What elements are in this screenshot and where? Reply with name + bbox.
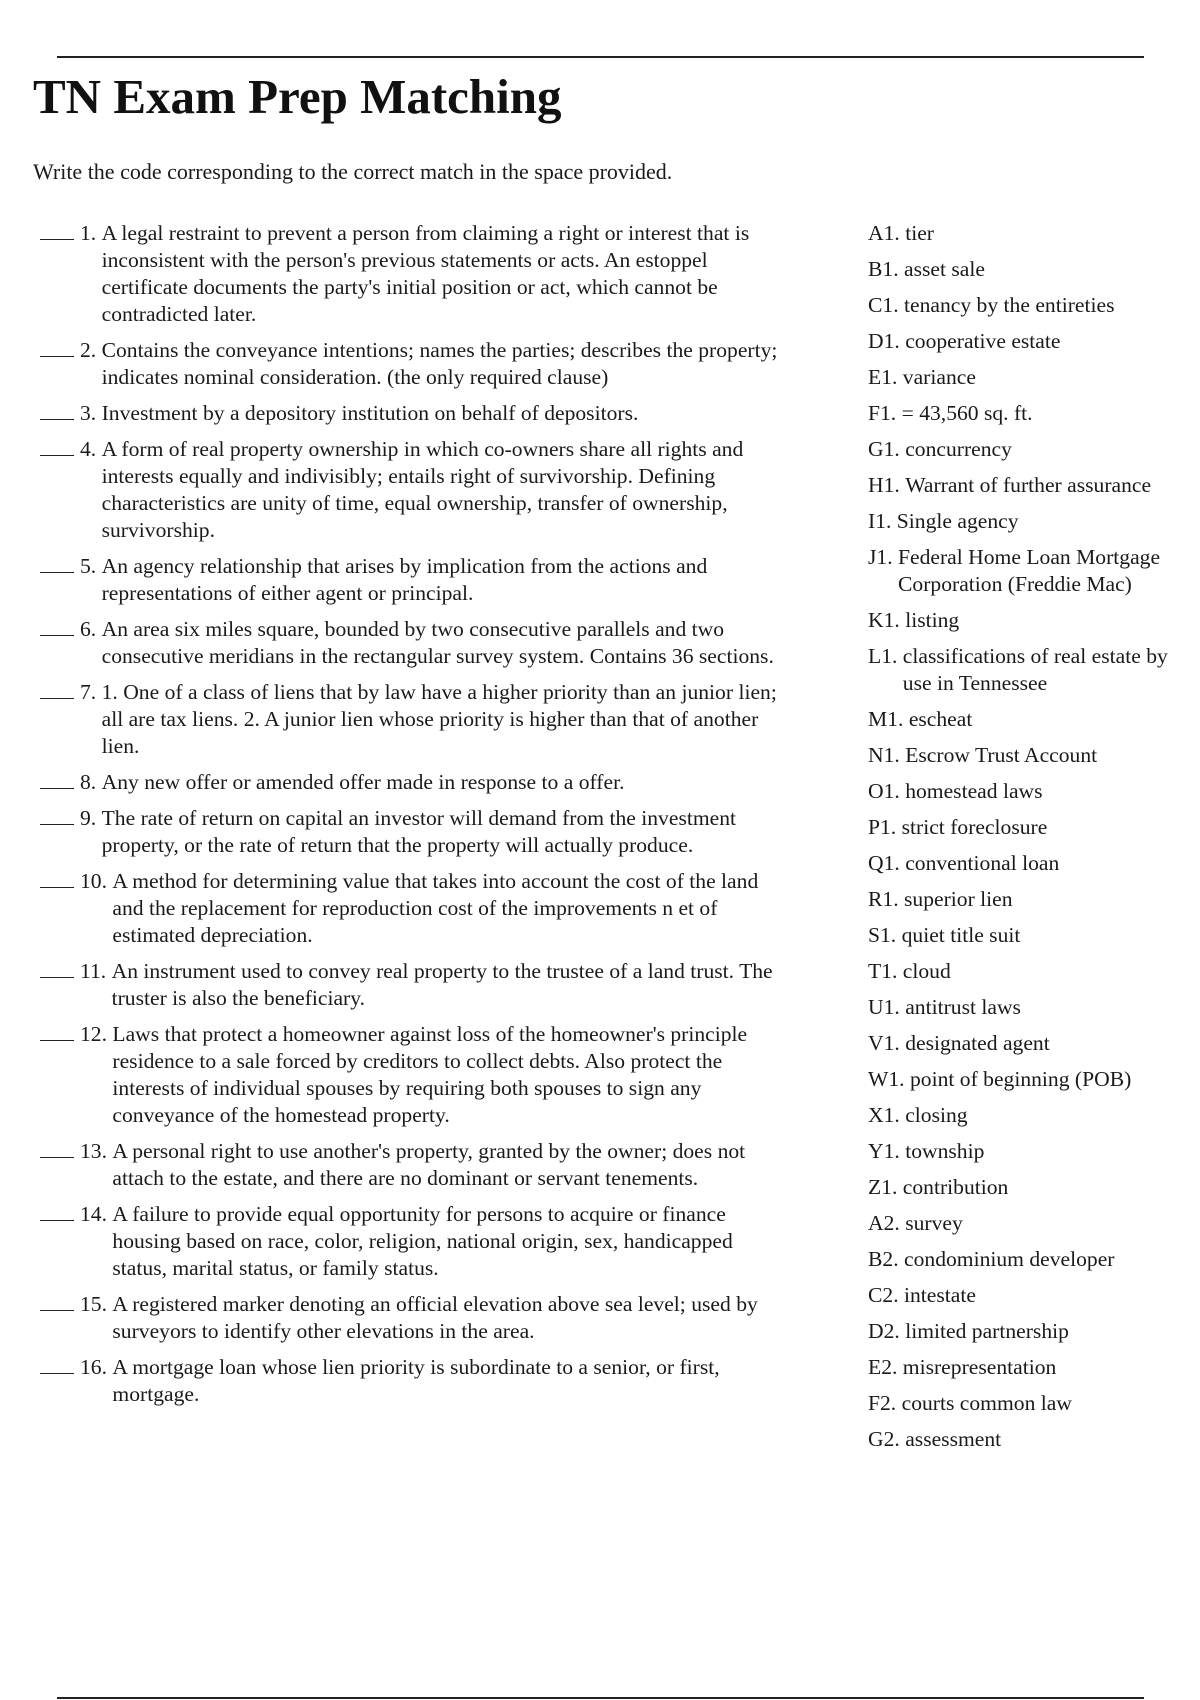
question-number: 3.: [80, 401, 97, 425]
answer-code: V1.: [868, 1031, 900, 1055]
question-text: A mortgage loan whose lien priority is subordinate to a senior, or first, mortgage.: [112, 1355, 720, 1406]
answer-code: T1.: [868, 959, 898, 983]
answer-text: antitrust laws: [905, 995, 1021, 1019]
answer-blank[interactable]: [40, 1291, 74, 1311]
answer-blank[interactable]: [40, 868, 74, 888]
answer-text: quiet title suit: [901, 923, 1021, 947]
answer-option: [868, 1138, 1188, 1165]
answer-code: Y1.: [868, 1139, 900, 1163]
answer-blank[interactable]: [40, 1138, 74, 1158]
question-number: 11.: [80, 959, 107, 983]
answer-option: [868, 1030, 1188, 1057]
answer-option: [868, 886, 1188, 913]
answer-option: [868, 1102, 1188, 1129]
answer-blank[interactable]: [40, 769, 74, 789]
question-item: [40, 679, 780, 760]
instructions: Write the code corresponding to the correct match in the space provided.: [33, 159, 673, 184]
answer-code: X1.: [868, 1103, 900, 1127]
answer-option: [868, 1426, 1188, 1453]
answer-code: O1.: [868, 779, 900, 803]
answer-text: limited partnership: [905, 1319, 1069, 1343]
answer-text: listing: [905, 608, 960, 632]
answer-option: [868, 1318, 1188, 1345]
question-item: [40, 400, 780, 427]
answer-list: [868, 220, 1188, 1462]
answer-blank[interactable]: [40, 436, 74, 456]
answer-text: conventional loan: [905, 851, 1060, 875]
question-item: [40, 958, 780, 1012]
answer-option: [868, 1354, 1188, 1381]
question-item: [40, 1138, 780, 1192]
answer-option: [868, 1066, 1188, 1093]
answer-text: asset sale: [904, 257, 985, 281]
question-text: A legal restraint to prevent a person from claiming a right or interest that is inconsistent with the person's previous statements or acts. An estoppel certificate documents the party's initial position or act, which cannot be contradicted later.: [101, 221, 750, 326]
answer-code: C2.: [868, 1283, 899, 1307]
answer-text: cooperative estate: [905, 329, 1061, 353]
question-number: 14.: [80, 1202, 107, 1226]
answer-text: Single agency: [896, 509, 1019, 533]
answer-code: G2.: [868, 1427, 900, 1451]
answer-code: M1.: [868, 707, 904, 731]
answer-code: I1.: [868, 509, 892, 533]
question-item: [40, 805, 780, 859]
answer-code: W1.: [868, 1067, 905, 1091]
answer-text: closing: [905, 1103, 968, 1127]
answer-code: N1.: [868, 743, 900, 767]
question-number: 12.: [80, 1022, 107, 1046]
answer-option: [868, 850, 1188, 877]
question-text: A failure to provide equal opportunity for persons to acquire or finance housing based on race, color, religion, national origin, sex, handicapped status, marital status, or family status.: [112, 1202, 733, 1280]
question-number: 8.: [80, 770, 97, 794]
question-item: [40, 616, 780, 670]
question-number: 5.: [80, 554, 97, 578]
answer-text: condominium developer: [904, 1247, 1115, 1271]
question-text: Laws that protect a homeowner against loss of the homeowner's principle residence to a sale forced by creditors to collect debts. Also protect the interests of individual spouses by requiring both spouses to sign any conveyance of the homestead property.: [112, 1022, 748, 1127]
answer-option: [868, 328, 1188, 355]
question-text: 1. One of a class of liens that by law have a higher priority than an junior lien; all are tax liens. 2. A junior lien whose priority is higher than that of another lien.: [101, 680, 777, 758]
answer-text: tier: [905, 221, 934, 245]
answer-text: Federal Home Loan Mortgage Corporation (Freddie Mac): [898, 545, 1161, 596]
answer-code: H1.: [868, 473, 900, 497]
answer-code: G1.: [868, 437, 900, 461]
answer-code: E1.: [868, 365, 898, 389]
question-text: Contains the conveyance intentions; names the parties; describes the property; indicates nominal consideration. (the only required clause): [101, 338, 778, 389]
answer-option: [868, 1246, 1188, 1273]
question-number: 16.: [80, 1355, 107, 1379]
question-item: [40, 769, 780, 796]
answer-option: [868, 814, 1188, 841]
question-number: 2.: [80, 338, 97, 362]
question-item: [40, 436, 780, 544]
answer-code: D2.: [868, 1319, 900, 1343]
question-list: [40, 220, 780, 1417]
question-text: An agency relationship that arises by implication from the actions and representations of either agent or principal.: [101, 554, 708, 605]
answer-text: contribution: [902, 1175, 1009, 1199]
question-item: [40, 1291, 780, 1345]
answer-text: point of beginning (POB): [909, 1067, 1132, 1091]
answer-option: [868, 472, 1188, 499]
answer-text: homestead laws: [905, 779, 1043, 803]
answer-text: designated agent: [905, 1031, 1050, 1055]
question-text: Investment by a depository institution on behalf of depositors.: [101, 401, 639, 425]
answer-code: K1.: [868, 608, 900, 632]
answer-option: [868, 1174, 1188, 1201]
answer-code: E2.: [868, 1355, 898, 1379]
answer-code: S1.: [868, 923, 897, 947]
question-item: [40, 553, 780, 607]
answer-code: D1.: [868, 329, 900, 353]
answer-blank[interactable]: [40, 400, 74, 420]
question-item: [40, 1021, 780, 1129]
answer-blank[interactable]: [40, 679, 74, 699]
answer-blank[interactable]: [40, 553, 74, 573]
answer-code: C1.: [868, 293, 899, 317]
answer-text: cloud: [902, 959, 951, 983]
bottom-rule: [57, 1697, 1144, 1699]
question-number: 6.: [80, 617, 97, 641]
answer-blank[interactable]: [40, 1201, 74, 1221]
answer-option: [868, 1282, 1188, 1309]
answer-code: P1.: [868, 815, 897, 839]
question-text: An area six miles square, bounded by two consecutive parallels and two consecutive meridians in the rectangular survey system. Contains 36 sections.: [101, 617, 774, 668]
answer-text: concurrency: [905, 437, 1012, 461]
answer-option: [868, 742, 1188, 769]
answer-code: L1.: [868, 644, 898, 668]
answer-blank[interactable]: [40, 337, 74, 357]
answer-text: assessment: [905, 1427, 1002, 1451]
question-number: 15.: [80, 1292, 107, 1316]
answer-code: Z1.: [868, 1175, 898, 1199]
answer-option: [868, 643, 1188, 697]
answer-code: B2.: [868, 1247, 899, 1271]
question-text: A personal right to use another's property, granted by the owner; does not attach to the estate, and there are no dominant or servant tenements.: [112, 1139, 746, 1190]
question-number: 9.: [80, 806, 97, 830]
answer-option: [868, 1210, 1188, 1237]
question-text: An instrument used to convey real property to the trustee of a land trust. The truster is also the beneficiary.: [111, 959, 773, 1010]
answer-text: = 43,560 sq. ft.: [901, 401, 1033, 425]
answer-blank[interactable]: [40, 1354, 74, 1374]
answer-text: strict foreclosure: [901, 815, 1048, 839]
answer-option: [868, 508, 1188, 535]
answer-option: [868, 400, 1188, 427]
answer-text: courts common law: [901, 1391, 1072, 1415]
answer-text: tenancy by the entireties: [904, 293, 1115, 317]
question-number: 1.: [80, 221, 97, 245]
answer-code: F2.: [868, 1391, 897, 1415]
answer-blank[interactable]: [40, 958, 74, 978]
answer-code: A1.: [868, 221, 900, 245]
answer-code: R1.: [868, 887, 899, 911]
question-text: A form of real property ownership in which co-owners share all rights and interests equally and indivisibly; entails right of survivorship. Defining characteristics are unity of time, equal ownership, transfer of ownership, survivorship.: [101, 437, 744, 542]
answer-option: [868, 1390, 1188, 1417]
answer-code: Q1.: [868, 851, 900, 875]
question-item: [40, 1354, 780, 1408]
answer-option: [868, 706, 1188, 733]
question-item: [40, 1201, 780, 1282]
answer-code: F1.: [868, 401, 897, 425]
question-number: 10.: [80, 869, 107, 893]
question-item: [40, 220, 780, 328]
answer-option: [868, 292, 1188, 319]
question-number: 4.: [80, 437, 97, 461]
question-number: 13.: [80, 1139, 107, 1163]
question-item: [40, 868, 780, 949]
question-number: 7.: [80, 680, 97, 704]
answer-code: A2.: [868, 1211, 900, 1235]
answer-option: [868, 958, 1188, 985]
answer-option: [868, 778, 1188, 805]
answer-blank[interactable]: [40, 1021, 74, 1041]
answer-option: [868, 364, 1188, 391]
answer-text: survey: [905, 1211, 963, 1235]
page-title: TN Exam Prep Matching: [33, 69, 562, 124]
answer-text: Warrant of further assurance: [905, 473, 1152, 497]
answer-option: [868, 436, 1188, 463]
question-text: A method for determining value that takes into account the cost of the land and the replacement for reproduction cost of the improvements n et of estimated depreciation.: [112, 869, 759, 947]
answer-blank[interactable]: [40, 220, 74, 240]
answer-code: U1.: [868, 995, 900, 1019]
answer-option: [868, 994, 1188, 1021]
answer-text: intestate: [904, 1283, 976, 1307]
question-item: [40, 337, 780, 391]
answer-option: [868, 220, 1188, 247]
answer-blank[interactable]: [40, 805, 74, 825]
question-text: The rate of return on capital an investor will demand from the investment property, or the rate of return that the property will actually produce.: [101, 806, 737, 857]
answer-text: township: [905, 1139, 985, 1163]
answer-option: [868, 544, 1188, 598]
answer-blank[interactable]: [40, 616, 74, 636]
answer-text: misrepresentation: [902, 1355, 1057, 1379]
answer-text: superior lien: [904, 887, 1013, 911]
answer-option: [868, 607, 1188, 634]
question-text: Any new offer or amended offer made in response to a offer.: [101, 770, 625, 794]
answer-option: [868, 922, 1188, 949]
answer-text: classifications of real estate by use in Tennessee: [902, 644, 1168, 695]
answer-text: escheat: [908, 707, 973, 731]
answer-option: [868, 256, 1188, 283]
answer-text: variance: [902, 365, 976, 389]
top-rule: [57, 56, 1144, 58]
answer-text: Escrow Trust Account: [905, 743, 1098, 767]
answer-code: J1.: [868, 545, 893, 569]
question-text: A registered marker denoting an official elevation above sea level; used by surveyors to identify other elevations in the area.: [112, 1292, 758, 1343]
answer-code: B1.: [868, 257, 899, 281]
